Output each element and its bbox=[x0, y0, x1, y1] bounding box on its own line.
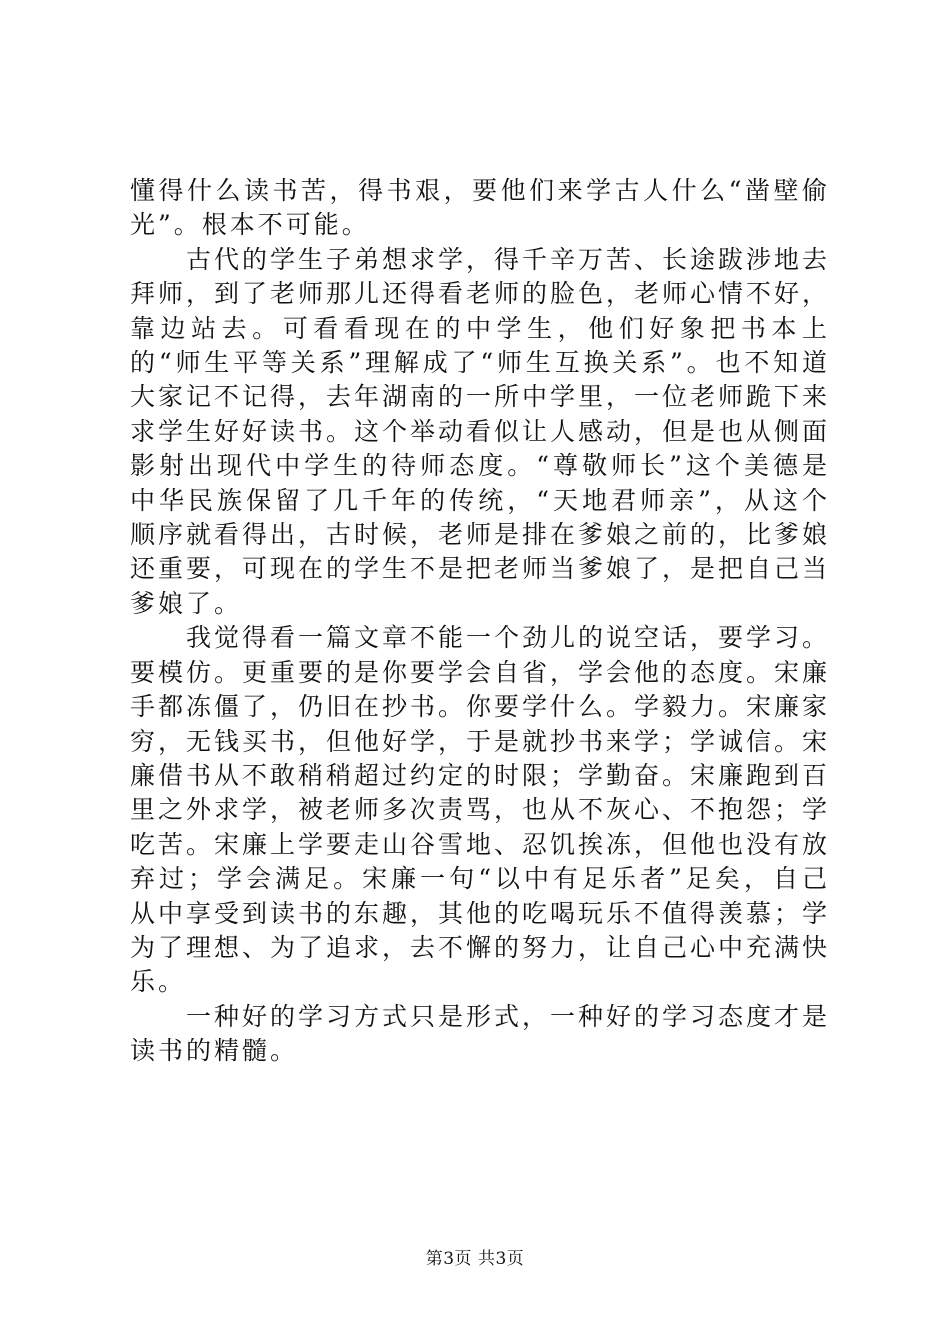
paragraph-continuation: 懂得什么读书苦，得书艰，要他们来学古人什么“凿壁偷光”。根本不可能。 bbox=[130, 176, 830, 240]
body-text bbox=[130, 174, 830, 1069]
paragraph-ancient-students: 古代的学生子弟想求学，得千辛万苦、长途跋涉地去拜师，到了老师那儿还得看老师的脸色，老师心情不好，靠边站去。可看看现在的中学生，他们好象把书本上的“师生平等关系”理解成了“师生互换关系”。也不知道大家记不记得，去年湖南的一所中学里，一位老师跪下来求学生好好读书。这个举动看似让人感动，但是也从侧面影射出现代中学生的待师态度。“尊敬师长”这个美德是中华民族保留了几千年的传统，“天地君师亲”，从这个顺序就看得出，古时候，老师是排在爹娘之前的，比爹娘还重要，可现在的学生不是把老师当爹娘了，是把自己当爹娘了。 bbox=[130, 244, 831, 618]
paragraph-conclusion: 一种好的学习方式只是形式，一种好的学习态度才是读书的精髓。 bbox=[130, 1001, 831, 1066]
paragraph-learn-from-song-lian: 我觉得看一篇文章不能一个劲儿的说空话，要学习。要模仿。更重要的是你要学会自省，学会他的态度。宋廉手都冻僵了，仍旧在抄书。你要学什么。学毅力。宋廉家穷，无钱买书，但他好学，于是就抄书来学；学诚信。宋廉借书从不敢稍稍超过约定的时限；学勤奋。宋廉跑到百里之外求学，被老师多次责骂，也从不灰心、不抱怨；学吃苦。宋廉上学要走山谷雪地、忍饥挨冻，但他也没有放弃过；学会满足。宋廉一句“以中有足乐者”足矣，自己从中享受到读书的东趣，其他的吃喝玩乐不值得羡慕；学为了理想、为了追求，去不懈的努力，让自己心中充满快乐。 bbox=[130, 623, 831, 997]
page-number-footer: 第3页 共3页 bbox=[425, 1249, 525, 1269]
